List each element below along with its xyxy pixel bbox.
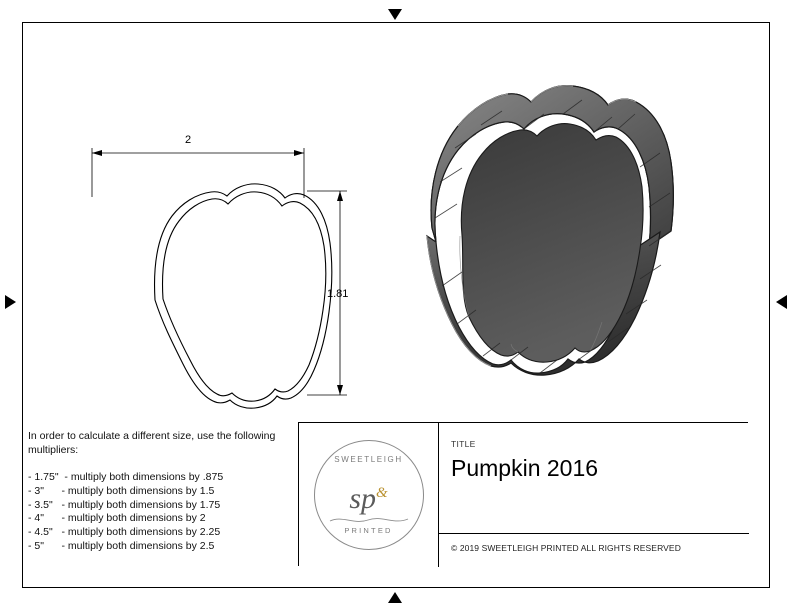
multiplier-line: - 4.5" - multiply both dimensions by 2.25 xyxy=(28,526,221,539)
sizing-notes xyxy=(28,430,298,554)
title-block xyxy=(298,422,748,566)
copyright-notice: © 2019 SWEETLEIGH PRINTED ALL RIGHTS RESERVED xyxy=(451,543,681,553)
center-mark-bottom-icon xyxy=(388,592,402,603)
dimension-width-label: 2 xyxy=(185,134,192,146)
center-mark-left-icon xyxy=(5,295,16,309)
multiplier-line: - 1.75" - multiply both dimensions by .875 xyxy=(28,471,224,483)
multiplier-line: - 4" - multiply both dimensions by 2 xyxy=(28,512,206,525)
logo-top-text: SWEETLEIGH xyxy=(334,455,403,464)
center-mark-right-icon xyxy=(776,295,787,309)
title-value: Pumpkin 2016 xyxy=(451,455,599,481)
multiplier-line: - 5" - multiply both dimensions by 2.5 xyxy=(28,539,215,552)
pumpkin-cutter-3d xyxy=(427,86,673,376)
logo-monogram xyxy=(310,482,428,516)
logo-swash-icon xyxy=(328,514,410,526)
pumpkin-outline-2d xyxy=(155,184,332,408)
logo-monogram-accent: & xyxy=(376,485,388,501)
multiplier-line: - 3.5" - multiply both dimensions by 1.75 xyxy=(28,498,221,511)
dimension-width xyxy=(92,148,304,198)
logo-monogram-letters: sp xyxy=(349,482,376,515)
logo-bottom-text: PRINTED xyxy=(344,526,393,535)
title-cell xyxy=(439,423,749,534)
sweetleigh-logo xyxy=(310,436,428,554)
title-label: TITLE xyxy=(451,439,476,449)
dimension-height-label: 1.81 xyxy=(327,288,349,300)
sizing-notes-intro: In order to calculate a different size, use the following multipliers: xyxy=(28,430,276,456)
brand-logo-cell xyxy=(299,423,439,567)
multiplier-line: - 3" - multiply both dimensions by 1.5 xyxy=(28,484,215,497)
center-mark-top-icon xyxy=(388,9,402,20)
